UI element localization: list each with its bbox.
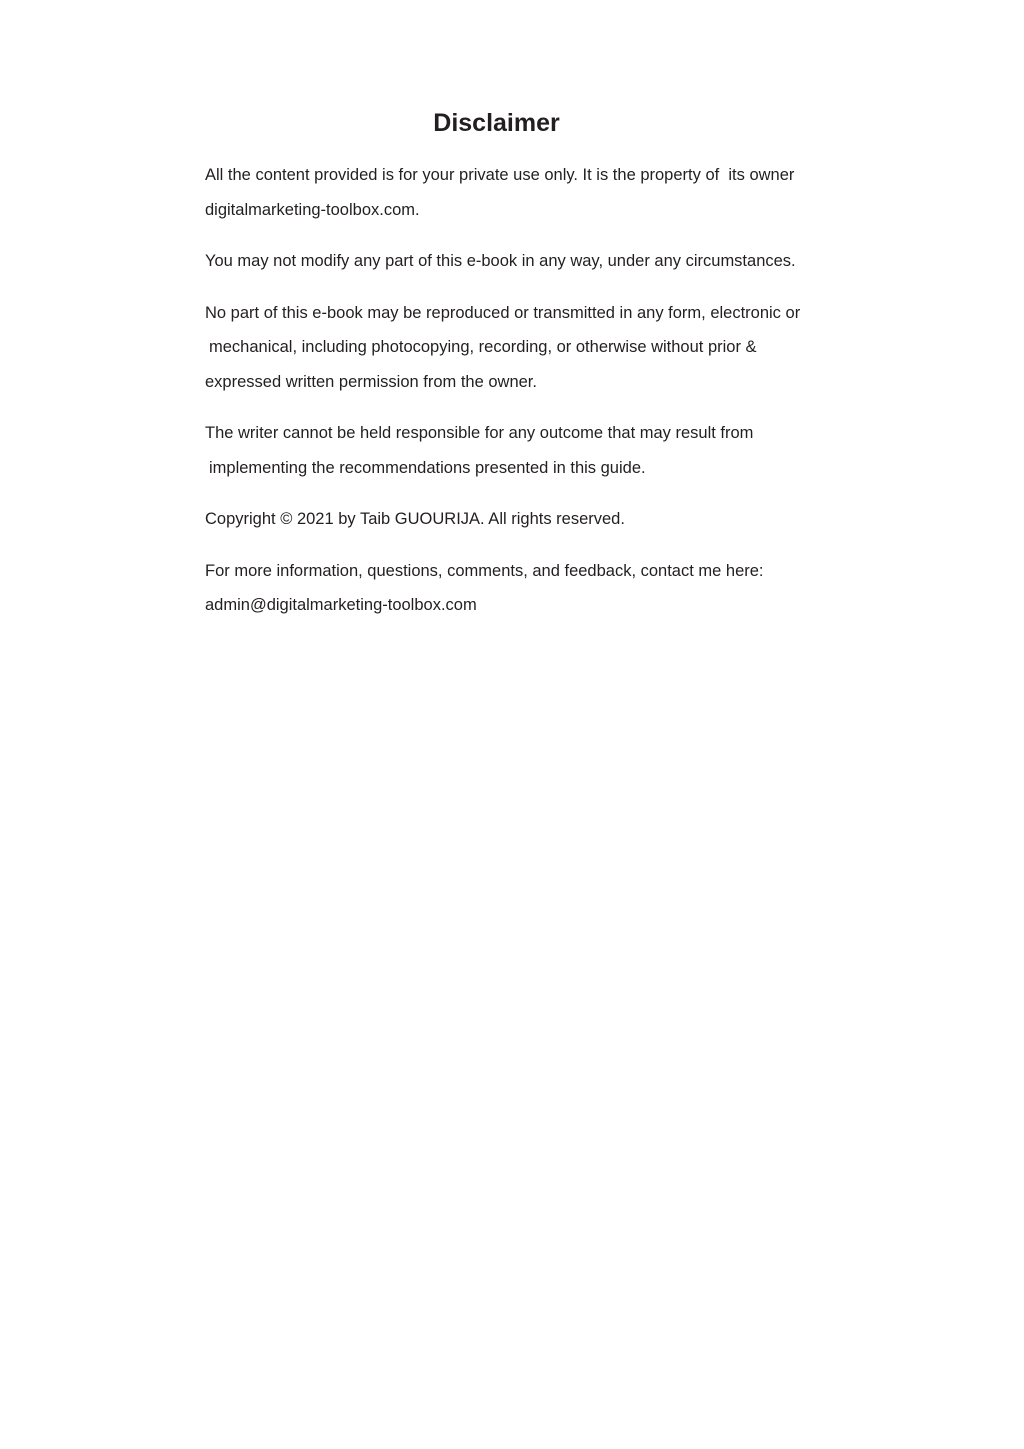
paragraph-ownership xyxy=(205,158,865,227)
paragraph-line: mechanical, including photocopying, recording, or otherwise without prior & xyxy=(209,338,757,356)
paragraph-line: All the content provided is for your private use only. It is the property of its owner xyxy=(205,166,795,184)
paragraph-line: expressed written permission from the owner. xyxy=(205,372,537,391)
paragraph-line: The writer cannot be held responsible for any outcome that may result from xyxy=(205,424,754,442)
paragraph-no-reproduction xyxy=(205,296,865,400)
paragraph-line: For more information, questions, comments, and feedback, contact me here: xyxy=(205,561,764,580)
page-title: Disclaimer xyxy=(433,109,560,137)
paragraph-line: implementing the recommendations presented in this guide. xyxy=(209,458,646,477)
paragraph-no-modification xyxy=(205,244,865,279)
paragraph-line: No part of this e-book may be reproduced or transmitted in any form, electronic or xyxy=(205,303,801,322)
paragraph-line: You may not modify any part of this e-book in any way, under any circumstances. xyxy=(205,252,796,270)
paragraph-liability xyxy=(205,416,865,485)
disclaimer-body xyxy=(205,158,865,640)
paragraph-copyright xyxy=(205,502,865,537)
paragraph-line: digitalmarketing-toolbox.com. xyxy=(205,200,420,219)
paragraph-line: Copyright © 2021 by Taib GUOURIJA. All rights reserved. xyxy=(205,510,625,528)
paragraph-contact xyxy=(205,554,865,623)
contact-email: admin@digitalmarketing-toolbox.com xyxy=(205,596,477,614)
